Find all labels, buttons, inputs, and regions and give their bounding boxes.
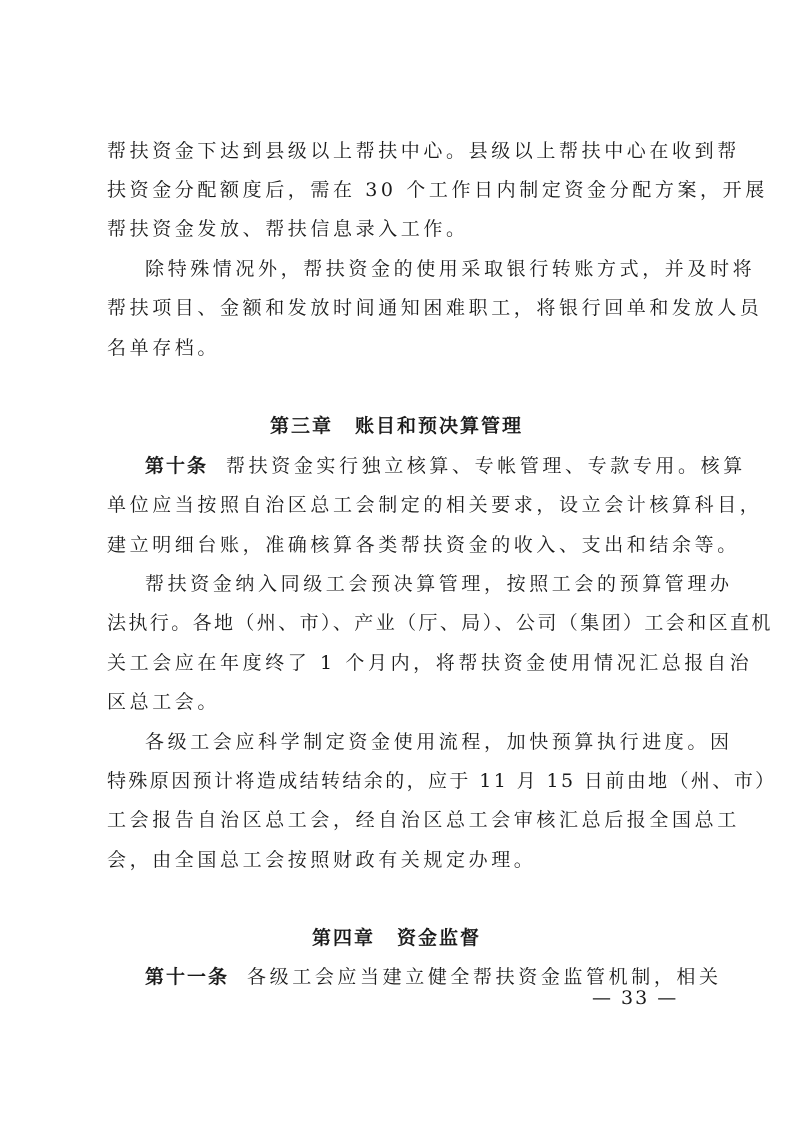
page-number: — 33 —: [592, 987, 679, 1009]
paragraph-line: 区总工会。: [107, 691, 221, 713]
article-text: 帮扶资金实行独立核算、专帐管理、专款专用。核算: [226, 455, 746, 477]
paragraph-line: 会，由全国总工会按照财政有关规定办理。: [107, 849, 537, 871]
chapter-title: 账目和预决算管理: [355, 415, 524, 437]
chapter-number: 第三章: [269, 415, 333, 437]
article-number: 第十条: [145, 455, 209, 477]
chapter-title: 资金监督: [397, 927, 482, 949]
paragraph-line: 帮扶资金纳入同级工会预决算管理，按照工会的预算管理办: [145, 573, 733, 595]
article-text: 各级工会应当建立健全帮扶资金监管机制，相关: [247, 966, 722, 988]
paragraph-line: 名单存档。: [107, 337, 221, 359]
chapter-number: 第四章: [311, 927, 375, 949]
article-line: [145, 454, 746, 478]
paragraph-line: 除特殊情况外，帮扶资金的使用采取银行转账方式，并及时将: [145, 258, 756, 280]
paragraph-line: 帮扶项目、金额和发放时间通知困难职工，将银行回单和发放人员: [107, 297, 763, 319]
chapter-heading: [0, 926, 793, 950]
paragraph-line: 法执行。各地（州、市）、产业（厅、局）、公司（集团）工会和区直机: [107, 612, 773, 634]
paragraph-line: 帮扶资金下达到县级以上帮扶中心。县级以上帮扶中心在收到帮: [107, 140, 740, 162]
paragraph-line: 各级工会应科学制定资金使用流程，加快预算执行进度。因: [145, 731, 733, 753]
paragraph-line: 单位应当按照自治区总工会制定的相关要求，设立会计核算科目，: [107, 494, 763, 516]
paragraph-line: 特殊原因预计将造成结转结余的，应于 11 月 15 日前由地（州、市）: [107, 770, 777, 792]
paragraph-line: 关工会应在年度终了 1 个月内，将帮扶资金使用情况汇总报自治: [107, 652, 753, 674]
article-number: 第十一条: [145, 966, 230, 988]
chapter-heading: [0, 414, 793, 438]
paragraph-line: 帮扶资金发放、帮扶信息录入工作。: [107, 218, 469, 240]
paragraph-line: 建立明细台账，准确核算各类帮扶资金的收入、支出和结余等。: [107, 534, 740, 556]
paragraph-line: 工会报告自治区总工会，经自治区总工会审核汇总后报全国总工: [107, 809, 740, 831]
paragraph-line: 扶资金分配额度后，需在 30 个工作日内制定资金分配方案，开展: [107, 179, 768, 201]
